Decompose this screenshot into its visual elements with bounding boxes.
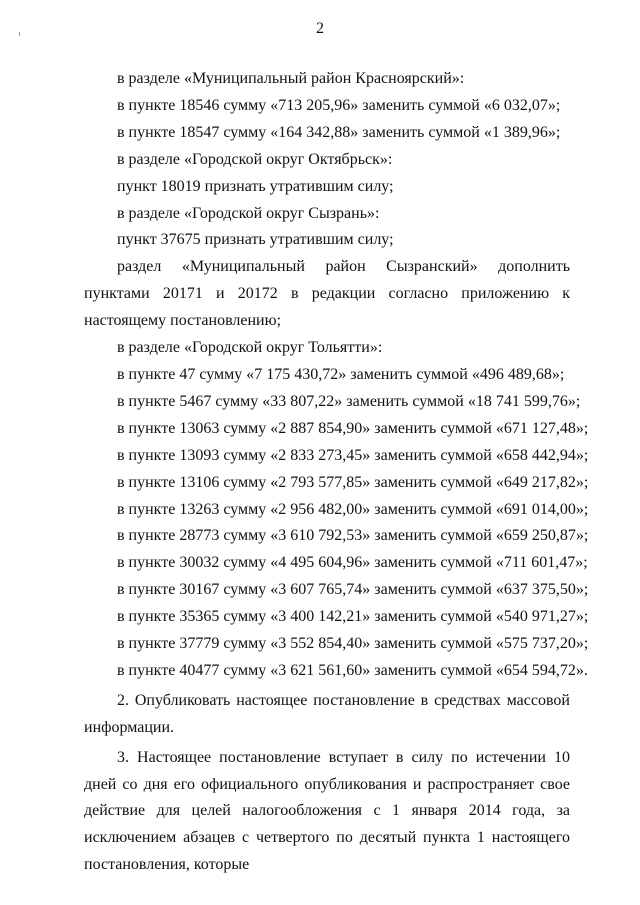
item-18019: пункт 18019 признать утратившим силу; bbox=[117, 177, 394, 195]
item-40477: в пункте 40477 сумму «3 621 561,60» заменить суммой «654 594,72». bbox=[117, 661, 588, 679]
section-tolyatti-heading: в разделе «Городской округ Тольятти»: bbox=[117, 339, 383, 357]
item-30032: в пункте 30032 сумму «4 495 604,96» заменить суммой «711 601,47»; bbox=[117, 554, 588, 572]
item-18547: в пункте 18547 сумму «164 342,88» заменить суммой «1 389,96»; bbox=[117, 123, 561, 141]
section-syzran-heading: в разделе «Городской округ Сызрань»: bbox=[117, 204, 380, 222]
item-13263: в пункте 13263 сумму «2 956 482,00» заменить суммой «691 014,00»; bbox=[117, 500, 589, 518]
item-37675: пункт 37675 признать утратившим силу; bbox=[117, 231, 394, 249]
paragraph-syzransky-addition: раздел «Муниципальный район Сызранский» дополнить пунктами 20171 и 20172 в редакции согласно приложению к настоящему постановлению; bbox=[84, 258, 570, 330]
item-5467: в пункте 5467 сумму «33 807,22» заменить суммой «18 741 599,76»; bbox=[117, 392, 581, 410]
paragraph-3-effective-date: 3. Настоящее постановление вступает в силу по истечении 10 дней со дня его официального опубликования и распространяет свое действие для целей налогообложения с 1 января 2014 года, за исключением абзацев с четвертого по десятый пункта 1 настоящего постановления, которые bbox=[84, 748, 570, 874]
item-28773: в пункте 28773 сумму «3 610 792,53» заменить суммой «659 250,87»; bbox=[117, 527, 589, 545]
item-13106: в пункте 13106 сумму «2 793 577,85» заменить суммой «649 217,82»; bbox=[117, 473, 589, 491]
item-37779: в пункте 37779 сумму «3 552 854,40» заменить суммой «575 737,20»; bbox=[117, 635, 589, 653]
document-body bbox=[84, 66, 589, 879]
item-47: в пункте 47 сумму «7 175 430,72» заменить суммой «496 489,68»; bbox=[117, 365, 565, 383]
item-35365: в пункте 35365 сумму «3 400 142,21» заменить суммой «540 971,27»; bbox=[117, 608, 589, 626]
item-30167: в пункте 30167 сумму «3 607 765,74» заменить суммой «637 375,50»; bbox=[117, 581, 589, 599]
page-number: 2 bbox=[316, 20, 324, 37]
section-oktyabrsk-heading: в разделе «Городской округ Октябрьск»: bbox=[117, 150, 393, 168]
item-13063: в пункте 13063 сумму «2 887 854,90» заменить суммой «671 127,48»; bbox=[117, 419, 589, 437]
item-18546: в пункте 18546 сумму «713 205,96» заменить суммой «6 032,07»; bbox=[117, 96, 561, 114]
item-13093: в пункте 13093 сумму «2 833 273,45» заменить суммой «658 442,94»; bbox=[117, 446, 589, 464]
section-krasnoyarsky-heading: в разделе «Муниципальный район Красноярский»: bbox=[117, 70, 465, 87]
paragraph-2-publish: 2. Опубликовать настоящее постановление в средствах массовой информации. bbox=[84, 691, 570, 736]
